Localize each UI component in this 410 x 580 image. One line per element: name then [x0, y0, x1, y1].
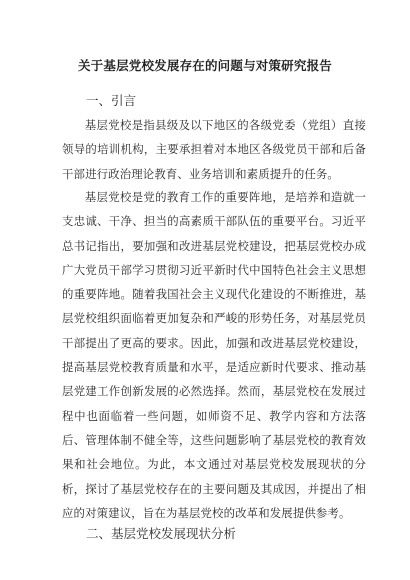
paragraph-introduction-2: 基层党校是党的教育工作的重要阵地，是培养和造就一支忠诚、干净、担当的高素质干部队伍的重要平台。习近平总书记指出，要加强和改进基层党校建设，把基层党校办成广大党员干部学习贯彻习近平新时代中国特色社会主义思想的重要阵地。随着我国社会主义现代化建设的不断推进，基层党校组织面临着更加复杂和严峻的形势任务，对基层党员干部提出了更高的要求。因此，加强和改进基层党校建设，提高基层党校教育质量和水平，是适应新时代要求、推动基层党建工作创新发展的必然选择。然而，基层党校在发展过程中也面临着一些问题，如师资不足、教学内容和方法落后、管理体制不健全等，这些问题影响了基层党校的教育效果和社会地位。为此，本文通过对基层党校发展现状的分析，探讨了基层党校存在的主要问题及其成因，并提出了相应的对策建议，旨在为基层党校的改革和发展提供参考。 [62, 190, 366, 520]
section-heading-introduction: 一、引言 [86, 93, 137, 108]
document-title: 关于基层党校发展存在的问题与对策研究报告 [77, 58, 332, 73]
paragraph-introduction-1: 基层党校是指县级及以下地区的各级党委（党组）直接领导的培训机构，主要承担着对本地区各级党员干部和后备干部进行政治理论教育、业务培训和素质提升的任务。 [62, 118, 366, 181]
section-heading-status-analysis: 二、基层党校发展现状分析 [86, 526, 237, 541]
